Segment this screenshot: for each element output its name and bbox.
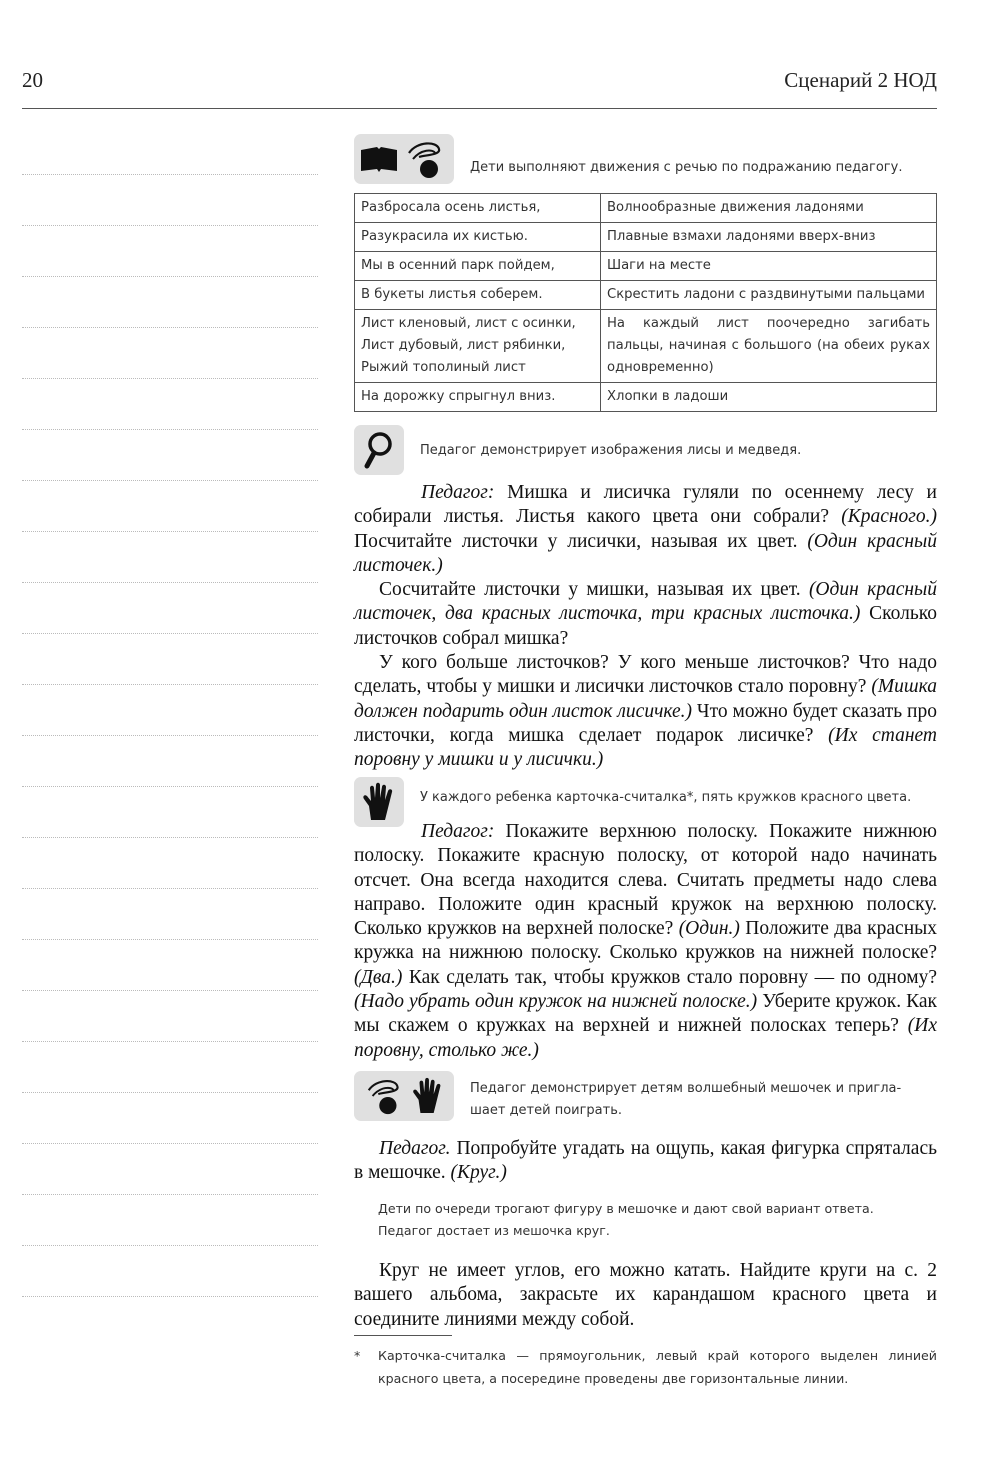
- dialogue-block-2: [354, 820, 937, 1063]
- header-divider: [22, 108, 937, 109]
- footnote: [354, 1344, 937, 1390]
- table-cell-text: Мы в осенний парк пойдем,: [355, 252, 601, 281]
- note-line: [22, 1041, 318, 1043]
- rhyme-line: Лист кленовый, лист с осинки,: [361, 316, 576, 331]
- magnifier-icon: [362, 431, 396, 469]
- footnote-text: Карточка-считалка — прямоугольник, левый край которого выделен линией красного цвета, а посередине проведены две горизонтальные линии.: [378, 1348, 937, 1386]
- table-cell-action: Скрестить ладони с раздвинутыми пальцами: [601, 281, 937, 310]
- paragraph: Сосчитайте листочки у мишки, называя их цвет. (Один красный листочек, два красных листочка, три красных листочка.) Сколько листочков собрал мишка?: [354, 579, 938, 649]
- note-line: [22, 1092, 318, 1094]
- note-line: [22, 327, 318, 329]
- instruction-line: Педагог демонстрирует детям волшебный мешочек и пригла-: [470, 1081, 902, 1096]
- table-cell-text: Разбросала осень листья,: [355, 194, 601, 223]
- instruction-line: шает детей поиграть.: [470, 1103, 623, 1118]
- note-line: [22, 1296, 318, 1298]
- rhyme-line: Рыжий тополиный лист: [361, 360, 526, 375]
- table-row: [355, 223, 937, 252]
- note-line-text: Дети по очереди трогают фигуру в мешочке и дают свой вариант ответа.: [378, 1201, 874, 1216]
- note-line: [22, 429, 318, 431]
- note-line: [22, 990, 318, 992]
- dialogue-block-1: [354, 481, 937, 773]
- note-line: [22, 888, 318, 890]
- table-cell-text: [355, 310, 601, 383]
- paragraph: У кого больше листочков? У кого меньше листочков? Что надо сделать, чтобы у мишки и лисички листочков стало поровну? (Мишка должен подарить один листок лисичке.) Что можно будет сказать про листочки, когда мишка сделает подарок лисичке? (Их станет поровну у мишки и у лисички.): [354, 652, 937, 771]
- note-line: [22, 1143, 318, 1145]
- paragraph: Круг не имеет углов, его можно катать. Найдите круги на с. 2 вашего альбома, закрасьте их карандашом красного цвета и соедините линиями между собой.: [354, 1260, 937, 1330]
- table-cell-text: Разукрасила их кистью.: [355, 223, 601, 252]
- book-icon: [359, 144, 399, 174]
- ball-with-string-icon: [363, 1076, 407, 1116]
- margin-note-lines: [22, 174, 318, 1347]
- ball-hand-icon-group: [354, 1071, 454, 1121]
- magnifier-icon-box: [354, 425, 404, 475]
- chapter-title: Сценарий 2 НОД: [784, 68, 937, 92]
- search-instruction: Педагог демонстрирует изображения лисы и медведя.: [420, 443, 802, 458]
- table-row: [355, 252, 937, 281]
- note-line: [22, 735, 318, 737]
- glove-hand-icon: [411, 1076, 445, 1116]
- table-cell-action: Плавные взмахи ладонями вверх-вниз: [601, 223, 937, 252]
- glove-hand-icon: [361, 782, 397, 822]
- table-row: [355, 194, 937, 223]
- note-line: [22, 582, 318, 584]
- rhyme-movement-table: [354, 193, 937, 412]
- footnote-divider: [354, 1335, 452, 1336]
- note-line: [22, 939, 318, 941]
- hand-instruction: У каждого ребенка карточка-считалка*, пять кружков красного цвета.: [420, 790, 912, 805]
- motion-instruction: Дети выполняют движения с речью по подражанию педагогу.: [470, 160, 903, 175]
- note-line: [22, 174, 318, 176]
- note-line: [22, 786, 318, 788]
- ball-with-string-icon: [403, 139, 449, 179]
- note-line: [22, 1245, 318, 1247]
- table-cell-action: Шаги на месте: [601, 252, 937, 281]
- note-line: [22, 531, 318, 533]
- children-action-note: [378, 1198, 937, 1242]
- book-ball-icon-group: [354, 134, 454, 184]
- table-row: [355, 281, 937, 310]
- footnote-marker: *: [354, 1348, 361, 1363]
- page-number: 20: [22, 68, 43, 92]
- note-line: [22, 480, 318, 482]
- paragraph: Педагог: Мишка и лисичка гуляли по осеннему лесу и собирали листья. Листья какого цвета они собрали? (Красного.) Посчитайте листочки у лисички, называя их цвет. (Один красный листочек.): [354, 482, 937, 576]
- paragraph: Педагог. Попробуйте угадать на ощупь, какая фигурка спряталась в мешочке. (Круг.): [354, 1138, 937, 1184]
- table-row: [355, 383, 937, 412]
- note-line: [22, 1194, 318, 1196]
- table-row: [355, 310, 937, 383]
- note-line: [22, 225, 318, 227]
- bag-instruction: [470, 1078, 937, 1122]
- dialogue-block-4: [354, 1259, 937, 1332]
- note-line: [22, 837, 318, 839]
- table-cell-action: Хлопки в ладоши: [601, 383, 937, 412]
- table-cell-text: В букеты листья соберем.: [355, 281, 601, 310]
- table-cell-action: На каждый лист поочередно загибать пальцы, начиная с большого (на обеих руках одновременно): [601, 310, 937, 383]
- note-line: [22, 684, 318, 686]
- paragraph: Педагог: Покажите верхнюю полоску. Покажите нижнюю полоску. Покажите красную полоску, от которой надо начинать отсчет. Она всегда находится слева. Считать предметы надо слева направо. Положите один красный кружок на верхнюю полоску. Сколько кружков на верхней полоске? (Один.) Положите два красных кружка на нижнюю полоску. Сколько кружков на нижней полоске? (Два.) Как сделать так, чтобы кружков стало поровну — по одному? (Надо убрать один кружок на нижней полоске.) Уберите кружок. Как мы скажем о кружках на верхней и нижней полосках теперь? (Их поровну, столько же.): [354, 821, 937, 1061]
- dialogue-block-3: [354, 1137, 937, 1186]
- table-cell-action: Волнообразные движения ладонями: [601, 194, 937, 223]
- note-line: [22, 633, 318, 635]
- rhyme-line: Лист дубовый, лист рябинки,: [361, 338, 566, 353]
- table-cell-text: На дорожку спрыгнул вниз.: [355, 383, 601, 412]
- note-line-text: Педагог достает из мешочка круг.: [378, 1223, 610, 1238]
- note-line: [22, 378, 318, 380]
- note-line: [22, 276, 318, 278]
